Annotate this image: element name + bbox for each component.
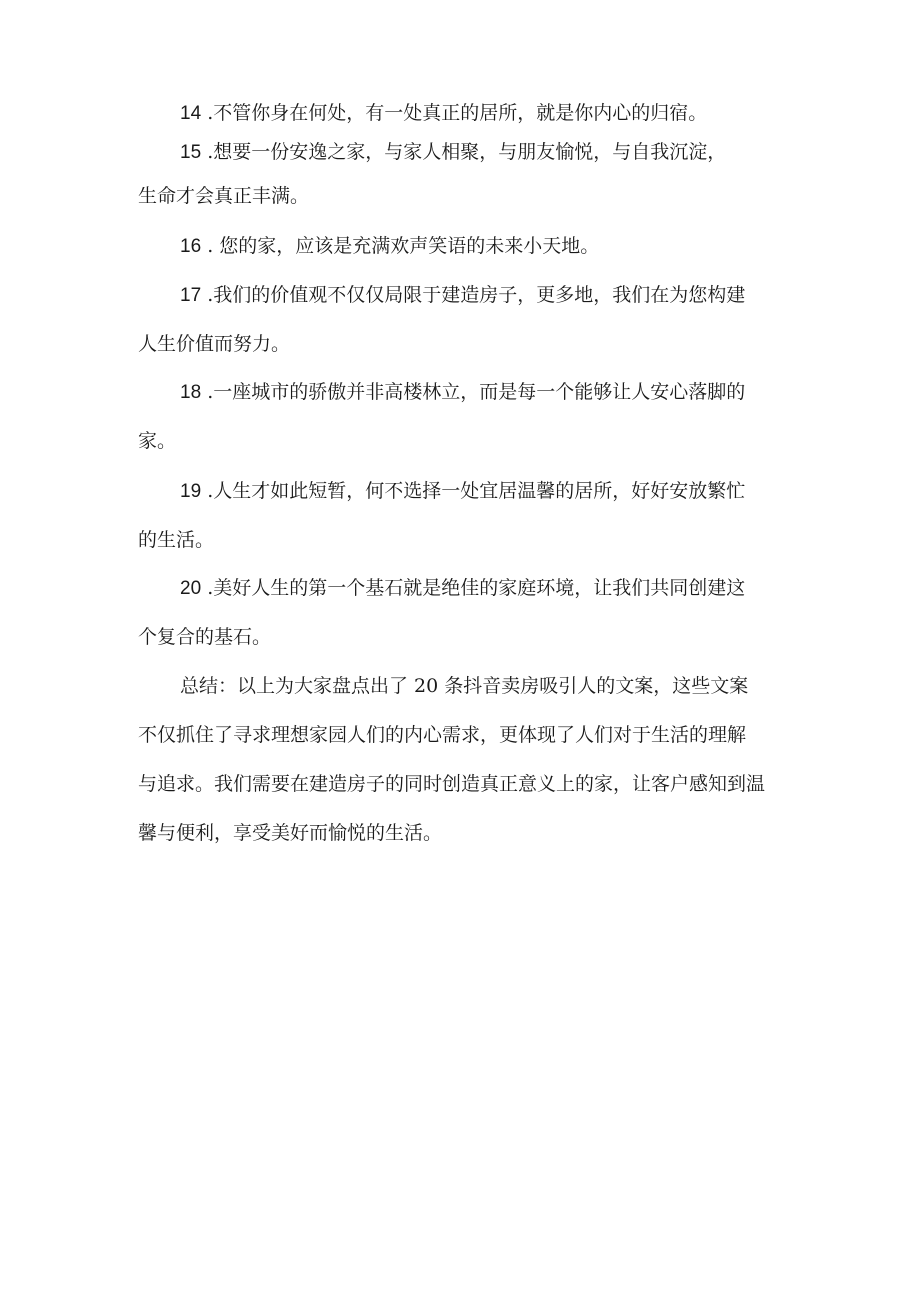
list-item: [138, 482, 784, 501]
item-text: 生命才会真正丰满。: [138, 185, 310, 207]
summary-line: 馨与便利，享受美好而愉悦的生活。: [138, 822, 443, 844]
item-text: .不管你身在何处，有一处真正的居所，就是你内心的归宿。: [207, 102, 708, 124]
item-number: 18: [180, 382, 202, 403]
item-text: . 您的家，应该是充满欢声笑语的未来小天地。: [207, 235, 600, 257]
list-item: [138, 383, 784, 402]
summary-line: 总结：以上为大家盘点出了 20 条抖音卖房吸引人的文案，这些文案: [180, 675, 749, 697]
summary-paragraph: [138, 824, 784, 843]
list-item: [138, 104, 784, 123]
item-text: .一座城市的骄傲并非高楼林立，而是每一个能够让人安心落脚的: [207, 381, 746, 403]
item-number: 19: [180, 481, 202, 502]
list-item: [138, 579, 784, 598]
item-text: .想要一份安逸之家，与家人相聚，与朋友愉悦，与自我沉淀，: [207, 141, 727, 163]
list-item-continuation: [138, 531, 784, 550]
summary-paragraph: [138, 677, 784, 696]
list-item: [138, 237, 784, 256]
list-item: [138, 143, 784, 162]
list-item-continuation: [138, 432, 784, 451]
list-item: [138, 286, 784, 305]
summary-line: 与追求。我们需要在建造房子的同时创造真正意义上的家，让客户感知到温: [138, 773, 766, 795]
item-text: 家。: [138, 430, 177, 452]
summary-line: 不仅抓住了寻求理想家园人们的内心需求，更体现了人们对于生活的理解: [138, 724, 747, 746]
item-number: 17: [180, 285, 202, 306]
item-text: 个复合的基石。: [138, 626, 272, 648]
item-text: 人生价值而努力。: [138, 333, 291, 355]
list-item-continuation: [138, 187, 784, 206]
list-item-continuation: [138, 335, 784, 354]
item-text: .人生才如此短暂，何不选择一处宜居温馨的居所，好好安放繁忙: [207, 480, 746, 502]
item-number: 16: [180, 236, 202, 257]
summary-paragraph: [138, 726, 784, 745]
item-text: .我们的价值观不仅仅局限于建造房子，更多地，我们在为您构建: [207, 284, 746, 306]
item-number: 20: [180, 578, 202, 599]
item-number: 15: [180, 142, 202, 163]
item-text: .美好人生的第一个基石就是绝佳的家庭环境，让我们共同创建这: [207, 577, 746, 599]
list-item-continuation: [138, 628, 784, 647]
item-text: 的生活。: [138, 529, 215, 551]
item-number: 14: [180, 103, 202, 124]
summary-paragraph: [138, 775, 784, 794]
